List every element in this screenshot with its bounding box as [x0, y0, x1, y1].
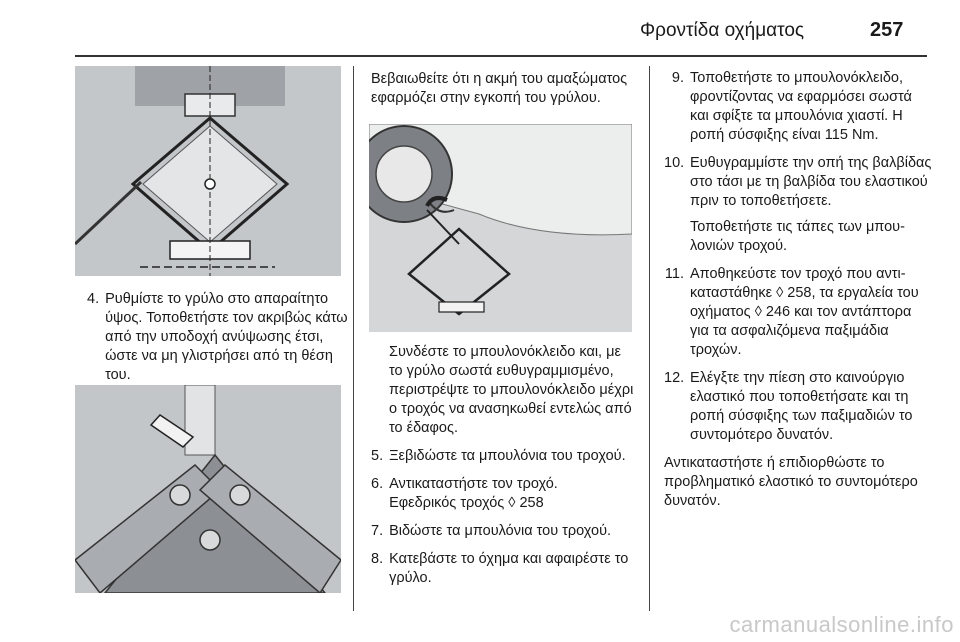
- step-number: 10.: [664, 155, 685, 171]
- connect-paragraph: Συνδέστε το μπουλονόκλειδο και, με το γρύλο σωστά ευθυγραμμισμένο, περιστρέψτε το μπουλονόκλειδο μέχρι ο τροχός να ανασηκωθεί εντελώς από το έδαφος.: [389, 344, 634, 436]
- step-text: Αποθηκεύστε τον τροχό που αντικαταστάθηκε ◊ 258, τα εργαλεία του οχήματος ◊ 246 και τον αντάπτορα για τα ασφαλιζόμενα παξιμάδια τροχών.: [690, 266, 919, 358]
- step-number: 7.: [371, 523, 384, 539]
- column-divider-1: [353, 66, 354, 611]
- intro-paragraph: Βεβαιωθείτε ότι η ακμή του αμαξώματος εφαρμόζει στην εγκοπή του γρύλου.: [371, 71, 628, 106]
- step-12: [664, 369, 934, 445]
- step-text-secondary: Τοποθετήστε τις τάπες των μπουλονιών τροχού.: [690, 219, 905, 254]
- jack-head-closeup-illustration: [75, 385, 341, 593]
- closing-paragraph: Αντικαταστήστε ή επιδιορθώστε το προβληματικό ελαστικό το συντομότερο δυνατόν.: [664, 455, 918, 509]
- step-number: 4.: [87, 291, 100, 307]
- page-number: 257: [870, 19, 904, 41]
- step-text: Ρυθμίστε το γρύλο στο απαραίτητο ύψος. Τοποθετήστε τον ακριβώς κάτω από την υποδοχή ανύψωσης έτσι, ώστε να μη γλιστρήσει από τη θέση του.: [105, 291, 348, 383]
- step-text: Ξεβιδώστε τα μπουλόνια του τροχού.: [389, 448, 626, 464]
- step-text: Αντικαταστήστε τον τροχό.: [389, 476, 558, 492]
- step-number: 5.: [371, 448, 384, 464]
- step-6: [371, 475, 637, 513]
- page-title: Φροντίδα οχήματος: [640, 20, 805, 41]
- step-text: Ευθυγραμμίστε την οπή της βαλβίδας στο τάσι με τη βαλβίδα του ελαστικού πριν το τοποθετήσετε.: [690, 155, 932, 209]
- spare-wheel-reference-link[interactable]: Εφεδρικός τροχός ◊ 258: [389, 495, 544, 511]
- jack-position-illustration: [75, 66, 341, 276]
- step-8: [371, 550, 637, 588]
- step-number: 9.: [671, 70, 684, 86]
- step-10: [664, 154, 934, 256]
- step-number: 11.: [664, 266, 684, 282]
- step-7: [371, 522, 637, 541]
- step-text: Τοποθετήστε το μπουλονόκλειδο, φροντίζοντας να εφαρμόσει σωστά και σφίξτε τα μπουλόνια χιαστί. Η ροπή σύσφιξης είναι 115 Nm.: [690, 70, 912, 143]
- step-text: Ελέγξτε την πίεση στο καινούργιο ελαστικό που τοποθετήσατε και τη ροπή σύσφιξης των παξιμαδιών το συντομότερο δυνατόν.: [690, 370, 913, 443]
- step-5: [371, 447, 637, 466]
- step-11: [664, 265, 934, 360]
- watermark: carmanualsonline.info: [729, 612, 954, 637]
- step-9: [664, 69, 934, 145]
- step-number: 6.: [371, 476, 384, 492]
- column-divider-2: [649, 66, 650, 611]
- step-number: 12.: [664, 370, 685, 386]
- step-text: Βιδώστε τα μπουλόνια του τροχού.: [389, 523, 612, 539]
- jack-lifting-wheel-illustration: [369, 124, 632, 332]
- step-text: Κατεβάστε το όχημα και αφαιρέστε το γρύλο.: [389, 551, 629, 586]
- step-4: [87, 290, 349, 385]
- header-rule: [75, 55, 927, 57]
- step-number: 8.: [371, 551, 384, 567]
